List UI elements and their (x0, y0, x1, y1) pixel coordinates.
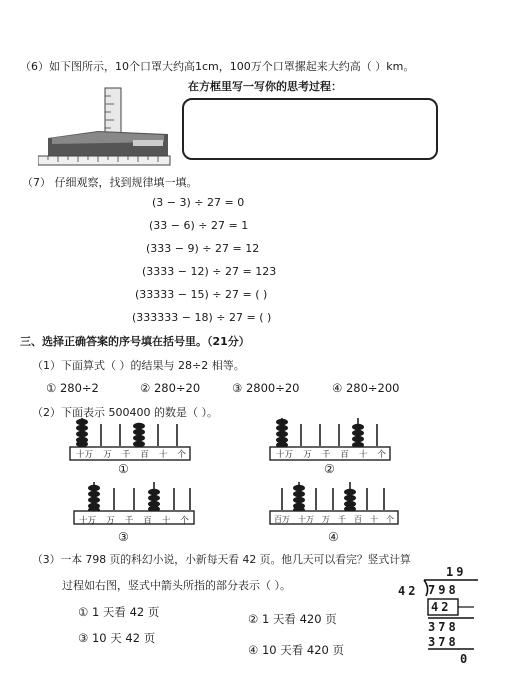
mark-4[interactable]: ④ (328, 530, 339, 544)
mark-1[interactable]: ① (118, 462, 129, 476)
quotient: 19 (446, 565, 467, 579)
place-label: 百 (340, 450, 349, 460)
dividend: 798 (428, 583, 459, 597)
place-label: 十万 (76, 450, 94, 460)
q33-option[interactable]: ③ 10 天 42 页 (78, 631, 156, 645)
section-title: 三、选择正确答案的序号填在括号里。（21分） (20, 335, 250, 348)
place-label: 十万 (79, 516, 97, 526)
q33-line1: （3）一本 798 页的科幻小说，小新每天看 42 页。他几天可以看完？竖式计算 (32, 553, 411, 566)
q31-option[interactable]: ① 280÷2 (46, 381, 99, 395)
mark-3[interactable]: ③ (118, 530, 129, 544)
q31-option[interactable]: ④ 280÷200 (332, 381, 400, 395)
place-label: 十万 (298, 515, 314, 524)
abacus-d (268, 478, 408, 534)
q33-line2: 过程如右图，竖式中箭头所指的部分表示（ ）。 (62, 579, 291, 592)
think-label: 在方框里写一写你的思考过程： (188, 80, 342, 93)
place-label: 十 (161, 516, 171, 526)
q33-option[interactable]: ① 1 天看 42 页 (78, 605, 160, 619)
place-label: 十 (358, 450, 368, 460)
divisor: 42 (398, 584, 419, 598)
q6-text: （6）如下图所示，10个口罩大约高1cm，100万个口罩摞起来大约高（ ）km。 (20, 60, 415, 73)
remainder: 0 (460, 652, 468, 666)
q31-option[interactable]: ③ 2800÷20 (232, 381, 300, 395)
place-label: 百 (354, 515, 362, 524)
q32-text: （2）下面表示 500400 的数是（ ）。 (32, 406, 218, 419)
place-label: 万 (106, 516, 115, 526)
place-label: 百 (140, 450, 149, 460)
place-label: 个 (377, 450, 386, 460)
answer-box[interactable] (182, 98, 438, 160)
q7-row: (33333 − 15) ÷ 27 = ( ) (135, 288, 268, 301)
place-label: 千 (121, 450, 131, 460)
place-label: 千 (338, 515, 346, 524)
mask-stack-image (38, 86, 178, 166)
q7-row: (333333 − 18) ÷ 27 = ( ) (132, 311, 272, 324)
q31-text: （1）下面算式（ ）的结果与 28÷2 相等。 (32, 359, 245, 372)
q7-row: (3 − 3) ÷ 27 = 0 (152, 196, 245, 209)
abacus-b-labels (271, 448, 391, 460)
place-label: 百 (143, 516, 152, 526)
step-3: 378 (428, 635, 459, 649)
place-label: 千 (321, 450, 331, 460)
place-label: 十万 (276, 450, 294, 460)
step-1: 42 (431, 600, 452, 614)
place-label: 万 (322, 515, 330, 524)
q7-text: （7） 仔细观察，找到规律填一填。 (22, 176, 198, 189)
place-label: 个 (177, 450, 186, 460)
place-label: 千 (124, 516, 134, 526)
mark-2[interactable]: ② (324, 462, 335, 476)
place-label: 十 (370, 515, 378, 524)
place-label: 十 (158, 450, 168, 460)
q31-option[interactable]: ② 280÷20 (140, 381, 201, 395)
abacus-d-labels (270, 514, 398, 525)
q33-option[interactable]: ④ 10 天看 420 页 (248, 643, 345, 657)
q7-row: (33 − 6) ÷ 27 = 1 (149, 219, 249, 232)
place-label: 万 (103, 450, 112, 460)
place-label: 个 (180, 516, 189, 526)
place-label: 万 (303, 450, 312, 460)
place-label: 个 (386, 515, 394, 524)
place-label: 百万 (274, 515, 290, 524)
step-2: 378 (428, 620, 459, 634)
q7-row: (3333 − 12) ÷ 27 = 123 (142, 265, 277, 278)
abacus-a-labels (71, 448, 191, 460)
abacus-c-labels (74, 514, 194, 526)
q33-option[interactable]: ② 1 天看 420 页 (248, 612, 337, 626)
q7-row: (333 − 9) ÷ 27 = 12 (146, 242, 260, 255)
